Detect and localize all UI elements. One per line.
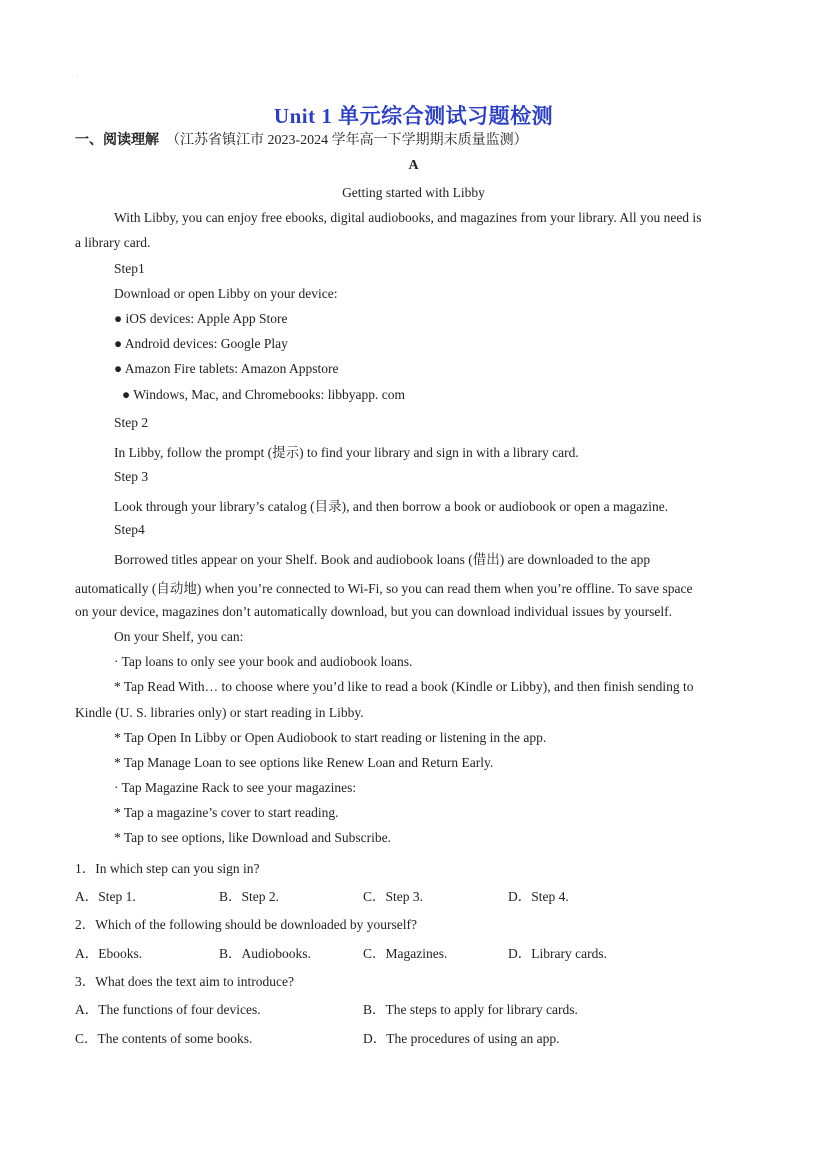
option-d: D．Library cards. (508, 946, 607, 961)
step3-label: Step 3 (114, 469, 149, 484)
option-a: A．Ebooks. (75, 946, 143, 961)
option-d: D．The procedures of using an app. (363, 1031, 560, 1046)
step3-text: Look through your library’s catalog (目录), and then borrow a book or audiobook or open a magazine. (114, 499, 669, 514)
shelf-item: * Tap to see options, like Download and Subscribe. (114, 830, 392, 845)
shelf-item: * Tap a magazine’s cover to start reading. (114, 805, 339, 820)
step2-label: Step 2 (114, 415, 149, 430)
section-source: （江苏省镇江市 2023-2024 学年高一下学期期末质量监测） (166, 133, 528, 148)
section-label: 一、阅读理解 (75, 133, 159, 148)
option-c: C．Step 3. (363, 889, 424, 904)
shelf-item: Kindle (U. S. libraries only) or start reading in Libby. (75, 705, 364, 720)
step4-label: Step4 (114, 522, 145, 537)
option-a: A．The functions of four devices. (75, 1002, 261, 1017)
intro-line-1: With Libby, you can enjoy free ebooks, digital audiobooks, and magazines from your library. All you need is (114, 210, 702, 225)
step1-label: Step1 (114, 261, 145, 276)
step1-text: Download or open Libby on your device: (114, 286, 338, 301)
device-item: ● iOS devices: Apple App Store (114, 311, 288, 326)
shelf-item: * Tap Manage Loan to see options like Renew Loan and Return Early. (114, 755, 494, 770)
question-stem: 2．Which of the following should be downloaded by yourself? (75, 917, 417, 932)
device-item: ● Amazon Fire tablets: Amazon Appstore (114, 361, 339, 376)
section-heading (75, 129, 528, 149)
option-a: A．Step 1. (75, 889, 136, 904)
step4-line-1: Borrowed titles appear on your Shelf. Book and audiobook loans (借出) are downloaded to the app (114, 552, 651, 567)
page-title: Unit 1 单元综合测试习题检测 (273, 104, 554, 128)
option-b: B．The steps to apply for library cards. (363, 1002, 578, 1017)
shelf-item: * Tap Read With… to choose where you’d like to read a book (Kindle or Libby), and then finish sending to (114, 679, 694, 694)
device-item: ● Windows, Mac, and Chromebooks: libbyapp. com (122, 387, 405, 402)
shelf-intro: On your Shelf, you can: (114, 629, 244, 644)
shelf-item: * Tap Open In Libby or Open Audiobook to start reading or listening in the app. (114, 730, 547, 745)
option-c: C．Magazines. (363, 946, 448, 961)
step4-line-3: on your device, magazines don’t automatically download, but you can download individual issues by yourself. (75, 604, 672, 619)
option-d: D．Step 4. (508, 889, 569, 904)
shelf-item: · Tap loans to only see your book and audiobook loans. (114, 654, 413, 669)
shelf-item: · Tap Magazine Rack to see your magazines: (114, 780, 357, 795)
corner-mark: · (76, 72, 79, 80)
step4-line-2: automatically (自动地) when you’re connected to Wi-Fi, so you can read them when you’re offline. To save space (75, 581, 693, 596)
question-stem: 1．In which step can you sign in? (75, 861, 260, 876)
passage-letter: A (408, 158, 419, 173)
device-item: ● Android devices: Google Play (114, 336, 288, 351)
option-b: B．Audiobooks. (219, 946, 311, 961)
option-b: B．Step 2. (219, 889, 280, 904)
step2-text: In Libby, follow the prompt (提示) to find your library and sign in with a library card. (114, 445, 579, 460)
question-stem: 3．What does the text aim to introduce? (75, 974, 294, 989)
option-c: C．The contents of some books. (75, 1031, 253, 1046)
passage-title: Getting started with Libby (342, 185, 485, 200)
intro-line-2: a library card. (75, 235, 151, 250)
